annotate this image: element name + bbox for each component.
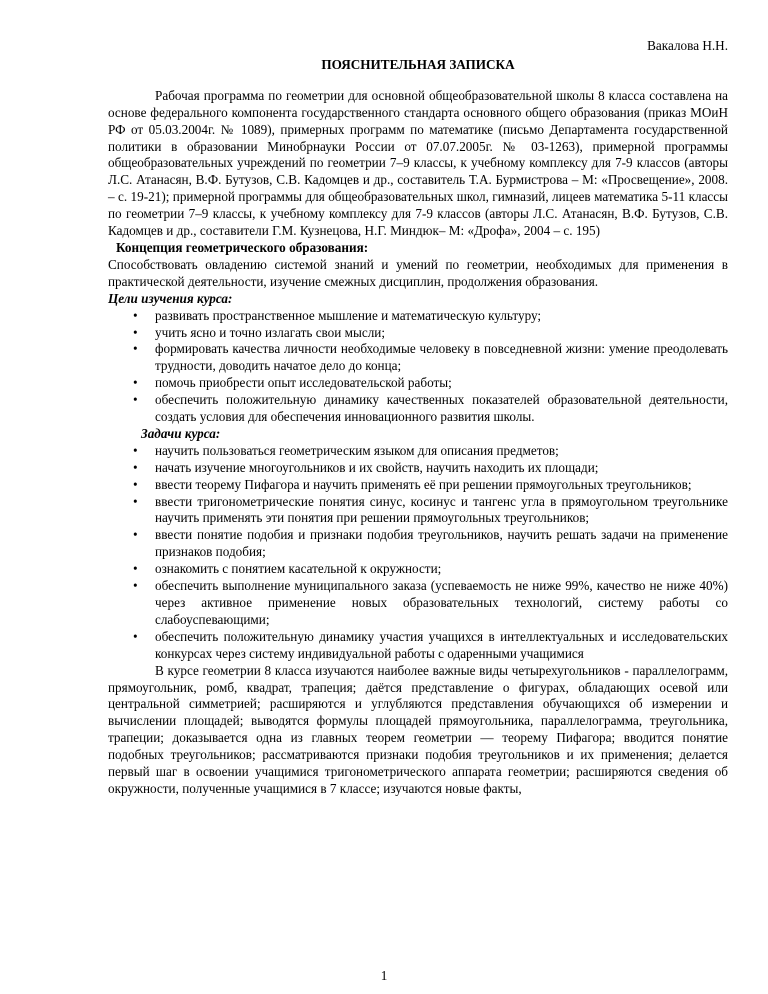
bullet-icon: • — [133, 392, 138, 408]
list-item: • начать изучение многоугольников и их свойств, научить находить их площади; — [133, 459, 599, 475]
list-item: • ознакомить с понятием касательной к окружности; — [133, 561, 442, 577]
bullet-icon: • — [133, 459, 138, 475]
bullet-icon: • — [133, 527, 138, 543]
list-item: • развивать пространственное мышление и математическую культуру; — [133, 307, 542, 323]
list-item: • ввести понятие подобия и признаки подобия треугольников, научить решать задачи на применение признаков подобия; — [133, 527, 728, 560]
bullet-icon: • — [133, 476, 138, 492]
page-title: ПОЯСНИТЕЛЬНАЯ ЗАПИСКА — [321, 56, 515, 72]
tasks-list — [108, 443, 728, 663]
document-page — [108, 38, 728, 798]
bullet-icon: • — [133, 578, 138, 594]
list-item: • ввести теорему Пифагора и научить применять её при решении прямоугольных треугольников; — [133, 476, 692, 492]
author: Вакалова Н.Н. — [647, 38, 728, 53]
list-item: • обеспечить положительную динамику качественных показателей образовательной деятельности, создать условия для обеспечения инновационного развития школы. — [133, 392, 728, 425]
concept-paragraph: Способствовать овладению системой знаний и умений по геометрии, необходимых для применения в практической деятельности, изучение смежных дисциплин, продолжения образования. — [108, 256, 728, 289]
intro-paragraph: Рабочая программа по геометрии для основной общеобразовательной школы 8 класса составлена на основе федерального компонента государственного стандарта основного общего образования (приказ МОиН РФ от 05.03.2004г. № 1089), примерных программ по математике (письмо Департамента государственной политики в образовании Минобрнауки России от 07.07.2005г. № 03-1263), примерной программы общеобразовательных учреждений по геометрии 7–9 классы, к учебному комплексу для 7-9 классов (авторы Л.С. Атанасян, В.Ф. Бутузов, С.В. Кадомцев и др., составитель Т.А. Бурмистрова – М: «Просвещение», 2008. – с. 19-21); примерной программы для общеобразовательных школ, гимназий, лицеев математика 5-11 классы по геометрии 7–9 классы, к учебному комплексу для 7-9 классов (авторы Л.С. Атанасян, В.Ф. Бутузов, С.В. Кадомцев и др., составители Г.М. Кузнецова, Н.Г. Миндюк– М: «Дрофа», 2004 – с. 195) — [108, 87, 728, 239]
list-item: • ввести тригонометрические понятия синус, косинус и тангенс угла в прямоугольном треугольнике научить применять эти понятия при решении прямоугольных треугольников; — [133, 493, 728, 526]
bullet-icon: • — [133, 341, 138, 357]
bullet-icon: • — [133, 442, 138, 458]
bullet-icon: • — [133, 307, 138, 323]
list-item: • учить ясно и точно излагать свои мысли; — [133, 324, 385, 340]
course-paragraph: В курсе геометрии 8 класса изучаются наиболее важные виды четырехугольников - параллелограмм, прямоугольник, ромб, квадрат, трапеция; даётся представление о фигурах, обладающих осевой или центральной симметрией; расширяются и углубляются представления обучающихся об измерении и вычислении площадей; выводятся формулы площадей прямоугольника, параллелограмма, треугольника, трапеции; доказывается одна из главных теорем геометрии — теорему Пифагора; вводится понятие подобных треугольников; рассматриваются признаки подобия треугольников и их применения; делается первый шаг в освоении учащимися тригонометрического аппарата геометрии; расширяются сведения об окружности, полученные учащимися в 7 классе; изучаются новые факты, — [108, 662, 728, 796]
goals-heading: Цели изучения курса: — [108, 290, 233, 306]
bullet-icon: • — [133, 561, 138, 577]
list-item: • помочь приобрести опыт исследовательской работы; — [133, 375, 452, 391]
bullet-icon: • — [133, 628, 138, 644]
concept-heading: Концепция геометрического образования: — [116, 239, 369, 255]
bullet-icon: • — [133, 375, 138, 391]
list-item: • научить пользоваться геометрическим языком для описания предметов; — [133, 442, 559, 458]
list-item: • обеспечить выполнение муниципального заказа (успеваемость не ниже 99%, качество не ниже 40%) через активное применение новых образовательных технологий, систему работы со слабоуспевающими; — [133, 578, 728, 627]
bullet-icon: • — [133, 324, 138, 340]
tasks-heading: Задачи курса: — [141, 425, 221, 441]
bullet-icon: • — [133, 493, 138, 509]
list-item: • обеспечить положительную динамику участия учащихся в интеллектуальных и исследовательских конкурсах через систему индивидуальной работы с одаренными учащимися — [133, 628, 728, 661]
list-item: • формировать качества личности необходимые человеку в повседневной жизни: умение преодолевать трудности, доводить начатое дело до конца; — [133, 341, 728, 374]
goals-list — [108, 308, 728, 426]
page-number: 1 — [380, 968, 388, 983]
